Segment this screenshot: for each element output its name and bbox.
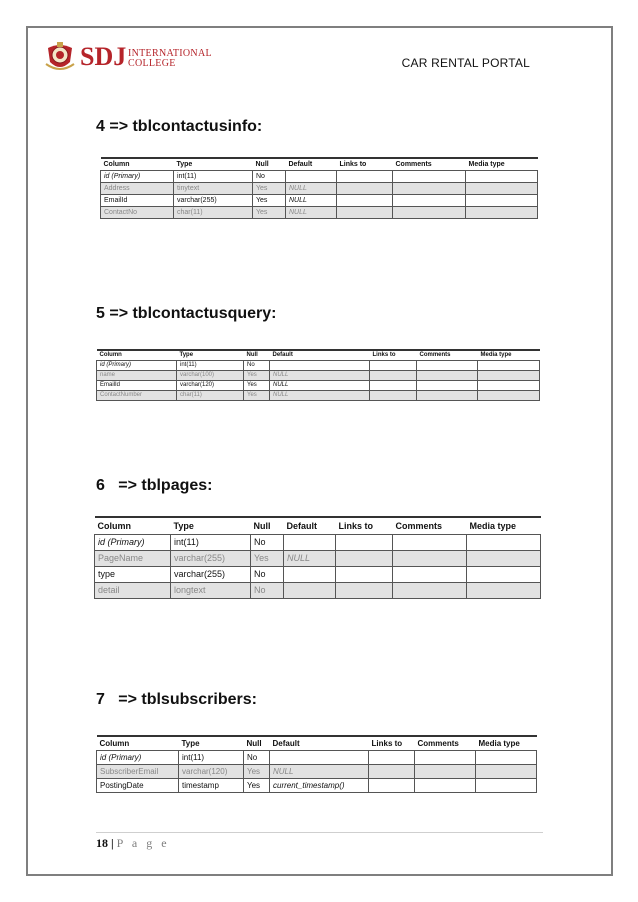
table-cell: Yes [244,764,270,778]
table-cell [467,566,541,582]
table-cell [415,764,476,778]
table-cell [284,534,336,550]
table-row [97,750,537,764]
column-header: Null [251,517,284,534]
table-row [101,182,538,194]
column-header: Type [177,350,244,360]
column-header: Default [270,736,369,750]
table-cell: NULL [270,764,369,778]
table-cell: int(11) [174,170,253,182]
column-header: Links to [370,350,417,360]
table-cell: ContactNo [101,206,174,218]
table-row [97,370,540,380]
table-row [101,170,538,182]
section-heading-tblcontactusquery: 5 => tblcontactusquery: [96,305,277,322]
logo-text [128,49,212,69]
table-cell [337,206,393,218]
table-cell: Yes [244,380,270,390]
table-cell: int(11) [179,750,244,764]
table-cell [337,170,393,182]
table-cell: No [244,750,270,764]
table-cell [337,182,393,194]
table-cell [476,750,537,764]
table-row [95,534,541,550]
table-row [97,380,540,390]
table-cell: NULL [286,182,337,194]
logo-line-1: INTERNATIONAL [128,48,212,59]
schema-table-tblsubscribers [96,735,537,793]
table-header-row [97,736,537,750]
column-header: Default [270,350,370,360]
table-cell [417,380,478,390]
table-row [97,360,540,370]
table-cell [467,582,541,598]
page-number: 18 [96,836,108,850]
table-cell: Yes [253,206,286,218]
table-cell: SubscriberEmail [97,764,179,778]
logo-line-2: COLLEGE [128,58,176,69]
table-row [101,206,538,218]
column-header: Type [179,736,244,750]
table-cell: NULL [284,550,336,566]
schema-table-tblcontactusquery [96,349,540,401]
column-header: Links to [336,517,393,534]
table-cell: No [253,170,286,182]
column-header: Type [174,158,253,170]
table-cell [370,390,417,400]
column-header: Type [171,517,251,534]
table-cell [466,182,538,194]
table-cell: longtext [171,582,251,598]
table-cell [417,390,478,400]
table-cell [393,206,466,218]
logo-mark: SDJ [80,42,127,71]
page-footer [96,836,170,851]
table-cell [466,194,538,206]
table-cell: NULL [286,206,337,218]
table-row [95,582,541,598]
section-heading-tblcontactusinfo: 4 => tblcontactusinfo: [96,118,263,135]
table-row [97,764,537,778]
table-cell: id (Primary) [95,534,171,550]
table-cell: NULL [286,194,337,206]
table-cell: timestamp [179,778,244,792]
table-header-row [95,517,541,534]
section-heading-tblpages: 6 => tblpages: [96,477,213,494]
column-header: Default [286,158,337,170]
column-header: Column [95,517,171,534]
table-cell [466,170,538,182]
table-cell [336,550,393,566]
table-row [95,566,541,582]
table-cell: EmailId [101,194,174,206]
column-header: Links to [337,158,393,170]
section-heading-tblsubscribers: 7 => tblsubscribers: [96,691,257,708]
table-cell [393,550,467,566]
document-title: CAR RENTAL PORTAL [401,56,530,70]
table-cell [478,360,540,370]
table-cell: Yes [253,182,286,194]
table-cell: varchar(255) [171,550,251,566]
table-cell: Address [101,182,174,194]
table-cell [393,170,466,182]
table-row [95,550,541,566]
table-cell [417,370,478,380]
table-cell [270,360,370,370]
table-cell: NULL [270,390,370,400]
table-cell [370,360,417,370]
table-cell: No [244,360,270,370]
table-row [97,778,537,792]
table-cell [478,390,540,400]
table-cell [478,370,540,380]
table-cell [476,764,537,778]
schema-table-tblcontactusinfo [100,157,538,219]
table-cell: NULL [270,370,370,380]
table-cell: ContactNumber [97,390,177,400]
table-cell [393,582,467,598]
table-cell [270,750,369,764]
column-header: Column [97,736,179,750]
table-cell: Yes [244,370,270,380]
table-cell [476,778,537,792]
table-cell [478,380,540,390]
table-cell: Yes [251,550,284,566]
college-seal-icon [44,40,76,74]
table-cell [369,764,415,778]
column-header: Comments [417,350,478,360]
table-cell [336,534,393,550]
table-cell [466,206,538,218]
table-cell [369,778,415,792]
footer-separator: | [111,836,114,850]
table-cell: detail [95,582,171,598]
table-cell: name [97,370,177,380]
column-header: Column [101,158,174,170]
table-cell [284,582,336,598]
table-cell: id (Primary) [97,750,179,764]
table-cell: current_timestamp() [270,778,369,792]
table-cell [284,566,336,582]
table-cell [393,182,466,194]
table-cell: varchar(100) [177,370,244,380]
column-header: Media type [478,350,540,360]
table-cell [415,750,476,764]
table-row [97,390,540,400]
table-cell [417,360,478,370]
table-cell: No [251,534,284,550]
table-cell [369,750,415,764]
table-cell [336,582,393,598]
column-header: Column [97,350,177,360]
table-cell: tinytext [174,182,253,194]
table-cell [286,170,337,182]
column-header: Comments [393,517,467,534]
column-header: Null [253,158,286,170]
table-cell: char(11) [174,206,253,218]
table-cell [337,194,393,206]
table-cell: No [251,566,284,582]
table-cell: id (Primary) [101,170,174,182]
table-cell: NULL [270,380,370,390]
column-header: Comments [393,158,466,170]
table-cell: id (Primary) [97,360,177,370]
footer-divider [96,832,543,833]
table-header-row [101,158,538,170]
page-label: P a g e [116,836,170,850]
table-cell [370,370,417,380]
table-cell: Yes [244,390,270,400]
table-cell: varchar(255) [171,566,251,582]
column-header: Default [284,517,336,534]
table-header-row [97,350,540,360]
schema-table-tblpages [94,516,541,599]
table-cell: PostingDate [97,778,179,792]
column-header: Media type [467,517,541,534]
table-cell [415,778,476,792]
table-row [101,194,538,206]
table-cell [336,566,393,582]
table-cell: int(11) [177,360,244,370]
column-header: Null [244,736,270,750]
table-cell [393,534,467,550]
column-header: Media type [476,736,537,750]
table-cell: int(11) [171,534,251,550]
table-cell: PageName [95,550,171,566]
table-cell [467,550,541,566]
college-logo [44,40,212,76]
column-header: Null [244,350,270,360]
table-cell: varchar(120) [177,380,244,390]
table-cell: Yes [253,194,286,206]
column-header: Comments [415,736,476,750]
table-cell [393,566,467,582]
table-cell [393,194,466,206]
table-cell: No [251,582,284,598]
table-cell: Yes [244,778,270,792]
table-cell: type [95,566,171,582]
column-header: Links to [369,736,415,750]
column-header: Media type [466,158,538,170]
table-cell: char(11) [177,390,244,400]
table-cell [370,380,417,390]
table-cell [467,534,541,550]
table-cell: varchar(255) [174,194,253,206]
table-cell: varchar(120) [179,764,244,778]
table-cell: EmailId [97,380,177,390]
